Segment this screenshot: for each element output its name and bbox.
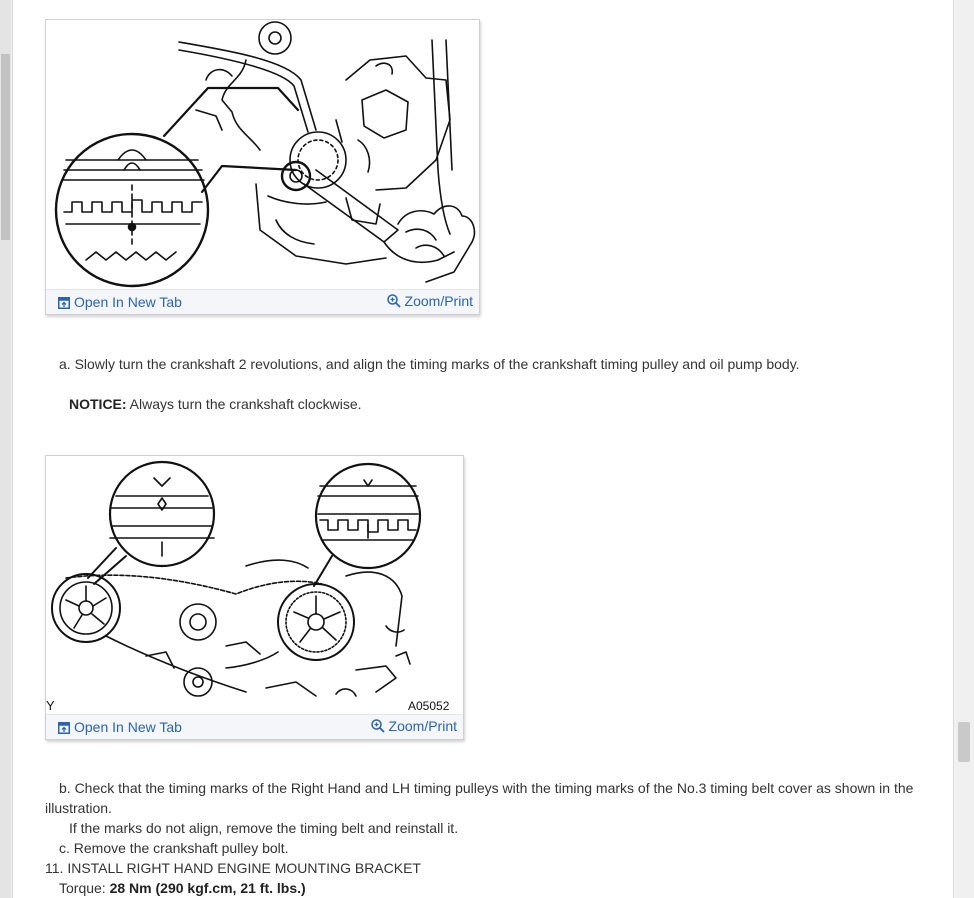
crankshaft-timing-illustration (46, 20, 479, 288)
zoom-print-label: Zoom/Print (404, 293, 473, 309)
right-scrollbar-thumb[interactable] (958, 722, 970, 762)
zoom-in-icon (387, 294, 401, 308)
figure-crankshaft-timing (45, 19, 480, 315)
open-in-new-tab-link[interactable] (58, 294, 182, 310)
open-in-new-tab-link[interactable] (58, 719, 182, 735)
step-c-text: c. Remove the crankshaft pulley bolt. (59, 840, 289, 856)
timing-pulleys-illustration (46, 456, 463, 714)
open-in-new-tab-label: Open In New Tab (74, 294, 182, 310)
left-scrollbar-thumb[interactable] (1, 54, 10, 240)
right-scrollbar[interactable] (956, 0, 974, 898)
open-new-tab-icon (58, 722, 70, 734)
figure-timing-pulleys (45, 455, 464, 740)
zoom-in-icon (371, 719, 385, 733)
notice-line (69, 394, 362, 414)
step-b-line1: b. Check that the timing marks of the Right Hand and LH timing pulleys with the timing marks of the No.3 timing belt cover as shown in the (59, 780, 914, 796)
figure-toolbar (46, 289, 479, 314)
figure-code-label: A05052 (408, 699, 450, 713)
torque-value: 28 Nm (290 kgf.cm, 21 ft. lbs.) (109, 880, 306, 896)
step-b-line2: illustration. (45, 800, 112, 816)
torque-label: Torque: (59, 880, 110, 896)
figure-toolbar (46, 714, 463, 739)
figure-corner-label: Y (46, 698, 55, 713)
zoom-print-link[interactable] (387, 293, 473, 309)
step-a-text: a. Slowly turn the crankshaft 2 revolutions, and align the timing marks of the crankshaft timing pulley and oil pump body. (59, 356, 800, 372)
open-in-new-tab-label: Open In New Tab (74, 719, 182, 735)
left-scrollbar[interactable] (0, 0, 11, 898)
notice-label: NOTICE: (69, 396, 127, 412)
torque-line (59, 878, 306, 898)
zoom-print-link[interactable] (371, 718, 457, 734)
open-new-tab-icon (58, 297, 70, 309)
section-11-heading: 11. INSTALL RIGHT HAND ENGINE MOUNTING BRACKET (45, 860, 421, 876)
step-b-note: If the marks do not align, remove the timing belt and reinstall it. (69, 820, 459, 836)
notice-text: Always turn the crankshaft clockwise. (126, 396, 362, 412)
zoom-print-label: Zoom/Print (388, 718, 457, 734)
